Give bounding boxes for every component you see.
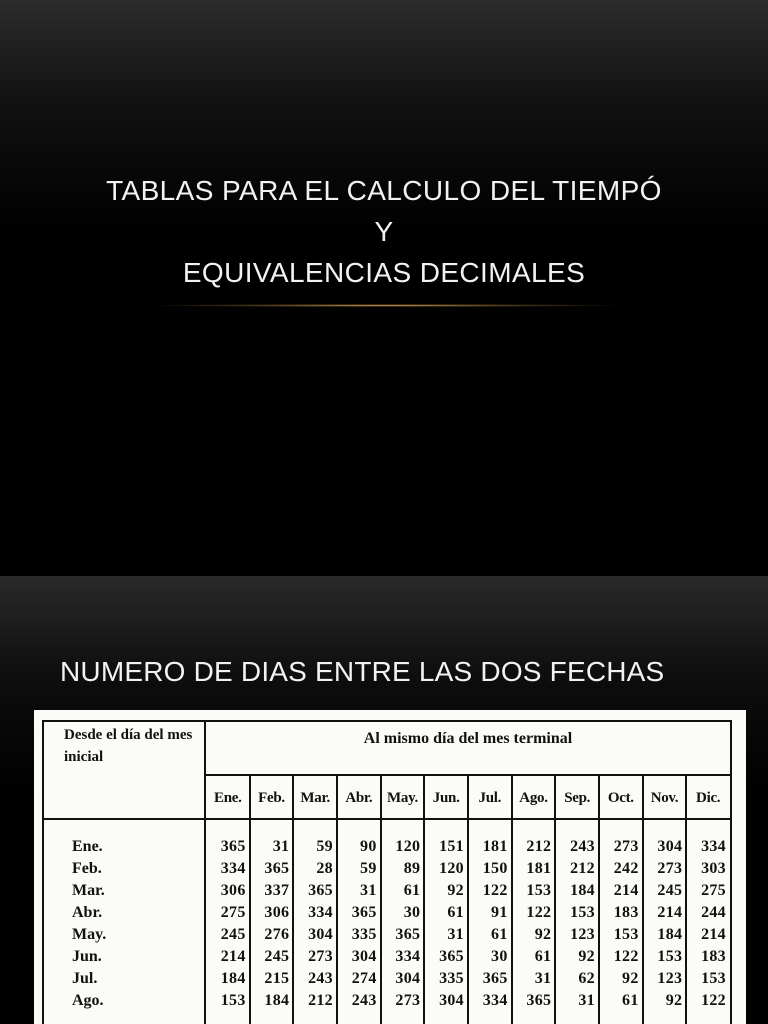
table-cell: 123 (570, 926, 595, 943)
table-cell: 120 (439, 860, 464, 877)
table-cell: 275 (701, 882, 726, 899)
column-divider (249, 774, 251, 1024)
table-cell: 61 (534, 948, 552, 965)
scanned-days-table (34, 710, 746, 1024)
table-cell: 122 (701, 992, 726, 1009)
table-cell: 243 (351, 992, 377, 1009)
row-label: Mar. (72, 882, 105, 899)
table-cell: 273 (395, 992, 421, 1009)
column-header: Feb. (258, 790, 285, 806)
table-cell: 61 (447, 904, 464, 921)
table-cell: 365 (439, 948, 464, 965)
table-cell: 334 (308, 904, 333, 921)
table-cell: 243 (308, 970, 333, 987)
table-corner-label: Desde el día del mes inicial (64, 727, 193, 765)
column-header: Dic. (696, 790, 721, 806)
table-cell: 273 (308, 948, 333, 965)
table-cell: 90 (360, 838, 377, 855)
column-divider (336, 774, 338, 1024)
table-cell: 91 (491, 904, 508, 921)
title-slide-heading (0, 170, 768, 293)
table-cell: 61 (491, 926, 508, 943)
table-cell: 153 (220, 992, 246, 1009)
table-cell: 273 (613, 838, 639, 855)
table-cell: 365 (482, 970, 508, 987)
table-cell: 184 (570, 882, 595, 899)
table-cell: 92 (622, 970, 639, 987)
table-cell: 306 (220, 882, 246, 899)
table-cell: 275 (220, 904, 246, 921)
table-cell: 276 (264, 926, 290, 943)
table-cell: 183 (701, 948, 726, 965)
table-cell: 334 (701, 838, 726, 855)
column-header: Jun. (432, 790, 460, 806)
table-cell: 335 (351, 926, 377, 943)
table-cell: 304 (439, 992, 464, 1009)
table-cell: 30 (403, 904, 421, 921)
table-cell: 153 (657, 948, 683, 965)
table-cell: 92 (665, 992, 683, 1009)
table-cell: 212 (526, 838, 552, 855)
table-cell: 337 (264, 882, 290, 899)
table-cell: 181 (526, 860, 552, 877)
table-cell: 151 (439, 838, 464, 855)
table-cell: 30 (491, 948, 508, 965)
table-cell: 214 (220, 948, 246, 965)
table-cell: 183 (613, 904, 639, 921)
table-cell: 31 (447, 926, 464, 943)
table-cell: 153 (701, 970, 726, 987)
table-cell: 92 (534, 926, 552, 943)
table-cell: 304 (395, 970, 421, 987)
title-line-2: Y (374, 216, 394, 247)
table-cell: 214 (613, 882, 639, 899)
table-cell: 59 (360, 860, 377, 877)
table-cell: 89 (403, 860, 421, 877)
table-cell: 62 (578, 970, 595, 987)
table-cell: 150 (482, 860, 508, 877)
table-cell: 365 (220, 838, 246, 855)
column-divider (292, 774, 294, 1024)
table-cell: 245 (657, 882, 683, 899)
table-cell: 123 (657, 970, 683, 987)
table-cell: 122 (526, 904, 552, 921)
table-cell: 122 (482, 882, 508, 899)
table-cell: 365 (395, 926, 421, 943)
table-cell: 214 (701, 926, 726, 943)
column-header: Ene. (214, 790, 242, 806)
table-cell: 28 (316, 860, 333, 877)
column-divider (642, 774, 644, 1024)
table-cell: 184 (220, 970, 246, 987)
table-cell: 214 (657, 904, 683, 921)
title-line-1: TABLAS PARA EL CALCULO DEL TIEMPÓ (106, 175, 662, 206)
table-cell: 334 (220, 860, 246, 877)
gold-divider (150, 304, 620, 307)
table-cell: 31 (578, 992, 595, 1009)
column-header: May. (387, 790, 418, 806)
table-cell: 181 (482, 838, 508, 855)
table-cell: 92 (578, 948, 595, 965)
table-cell: 335 (439, 970, 464, 987)
table-cell: 244 (701, 904, 726, 921)
column-divider (598, 774, 600, 1024)
table-cell: 243 (570, 838, 595, 855)
column-divider (423, 774, 425, 1024)
table-cell: 184 (657, 926, 683, 943)
table-cell: 92 (447, 882, 464, 899)
title-line-3: EQUIVALENCIAS DECIMALES (182, 257, 586, 288)
table-cell: 184 (264, 992, 290, 1009)
table-cell: 215 (264, 970, 290, 987)
column-header: Abr. (345, 790, 373, 806)
table-cell: 274 (351, 970, 377, 987)
column-header: Sep. (564, 790, 591, 806)
column-header: Ago. (519, 790, 548, 806)
table-slide (0, 576, 768, 1024)
table-cell: 245 (220, 926, 246, 943)
table-cell: 365 (308, 882, 333, 899)
table-cell: 61 (403, 882, 421, 899)
table-cell: 365 (264, 860, 290, 877)
row-label: May. (72, 926, 107, 943)
row-label: Abr. (72, 904, 103, 921)
row-label: Feb. (72, 860, 102, 877)
table-cell: 31 (534, 970, 552, 987)
table-cell: 242 (613, 860, 639, 877)
table-cell: 153 (526, 882, 552, 899)
table-cell: 122 (613, 948, 639, 965)
table-cell: 304 (657, 838, 683, 855)
header-rule-bottom (42, 818, 732, 820)
row-label: Jul. (72, 970, 98, 987)
table-cell: 306 (264, 904, 290, 921)
row-label: Ago. (72, 992, 104, 1009)
table-slide-title: NUMERO DE DIAS ENTRE LAS DOS FECHAS (60, 656, 665, 687)
table-cell: 212 (308, 992, 333, 1009)
table-cell: 334 (482, 992, 508, 1009)
table-cell: 334 (395, 948, 421, 965)
table-cell: 120 (395, 838, 421, 855)
table-cell: 304 (308, 926, 333, 943)
table-cell: 245 (264, 948, 290, 965)
table-cell: 304 (351, 948, 377, 965)
row-label: Ene. (72, 838, 103, 855)
table-cell: 61 (622, 992, 639, 1009)
table-cell: 303 (701, 860, 726, 877)
column-header: Oct. (607, 790, 634, 806)
column-divider (467, 774, 469, 1024)
table-header-label: Al mismo día del mes terminal (363, 730, 573, 747)
column-divider (685, 774, 687, 1024)
table-cell: 273 (657, 860, 683, 877)
table-cell: 153 (613, 926, 639, 943)
header-rule-top (206, 774, 732, 776)
table-cell: 31 (360, 882, 377, 899)
column-header: Nov. (650, 790, 679, 806)
column-divider (554, 774, 556, 1024)
table-cell: 59 (316, 838, 333, 855)
column-header: Jul. (478, 790, 502, 806)
row-label: Jun. (72, 948, 102, 965)
table-cell: 365 (526, 992, 552, 1009)
column-divider (511, 774, 513, 1024)
table-cell: 212 (570, 860, 595, 877)
column-header: Mar. (300, 790, 330, 806)
column-divider (380, 774, 382, 1024)
table-cell: 31 (272, 838, 290, 855)
table-cell: 153 (570, 904, 595, 921)
table-cell: 365 (351, 904, 377, 921)
